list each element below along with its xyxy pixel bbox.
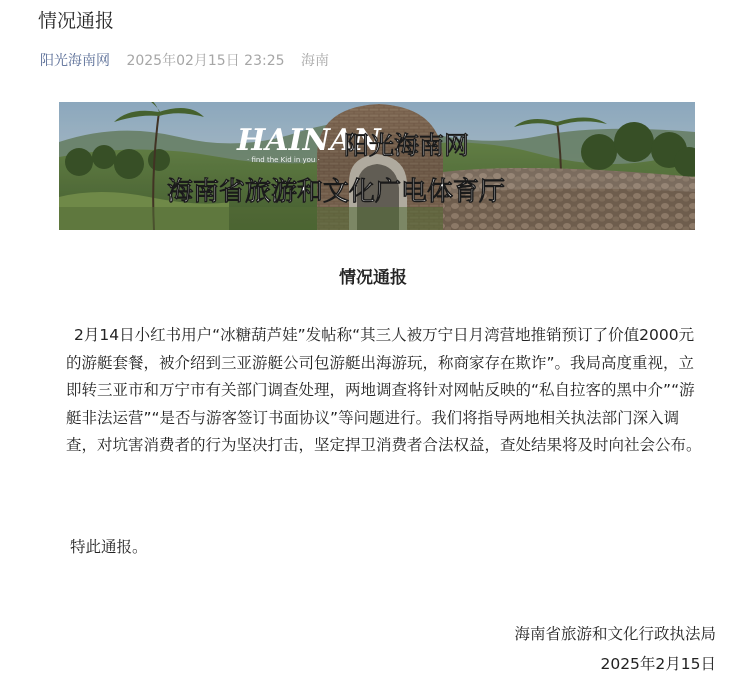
article-meta [40,51,329,71]
source-link[interactable]: 阳光海南网 [40,53,110,69]
publish-datetime: 2025年02月15日 23:25 [126,53,285,69]
article-body [66,322,706,460]
banner-brand: 阳光海南网 [344,131,470,160]
svg-text:· find the Kid in you ·: · find the Kid in you · [247,156,320,164]
banner-image [59,102,695,230]
banner-agency: 海南省旅游和文化广电体育厅 [167,177,506,207]
closing-line: 特此通报。 [70,538,148,556]
article-body-text: 2月14日小红书用户“冰糖葫芦娃”发帖称“其三人被万宁日月湾营地推销预订了价值2000元的游艇套餐，被介绍到三亚游艇公司包游艇出海游玩，称商家存在欺诈”。我局高度重视，立即转三亚市和万宁市有关部门调查处理，两地调查将针对网帖反映的“私自拉客的黑中介”“游艇非法运营”“是否与游客签订书面协议”等问题进行。我们将指导两地相关执法部门深入调查，对坑害消费者的行为坚决打击，坚定捍卫消费者合法权益，查处结果将及时向社会公布。 [66,326,702,454]
notice-heading: 情况通报 [339,268,407,288]
signature-date: 2025年2月15日 [600,655,716,673]
page-title: 情况通报 [38,10,115,32]
svg-text:HAINAN: HAINAN [237,123,381,158]
region-tag: 海南 [300,53,329,69]
signature: 海南省旅游和文化行政执法局 [514,625,716,643]
